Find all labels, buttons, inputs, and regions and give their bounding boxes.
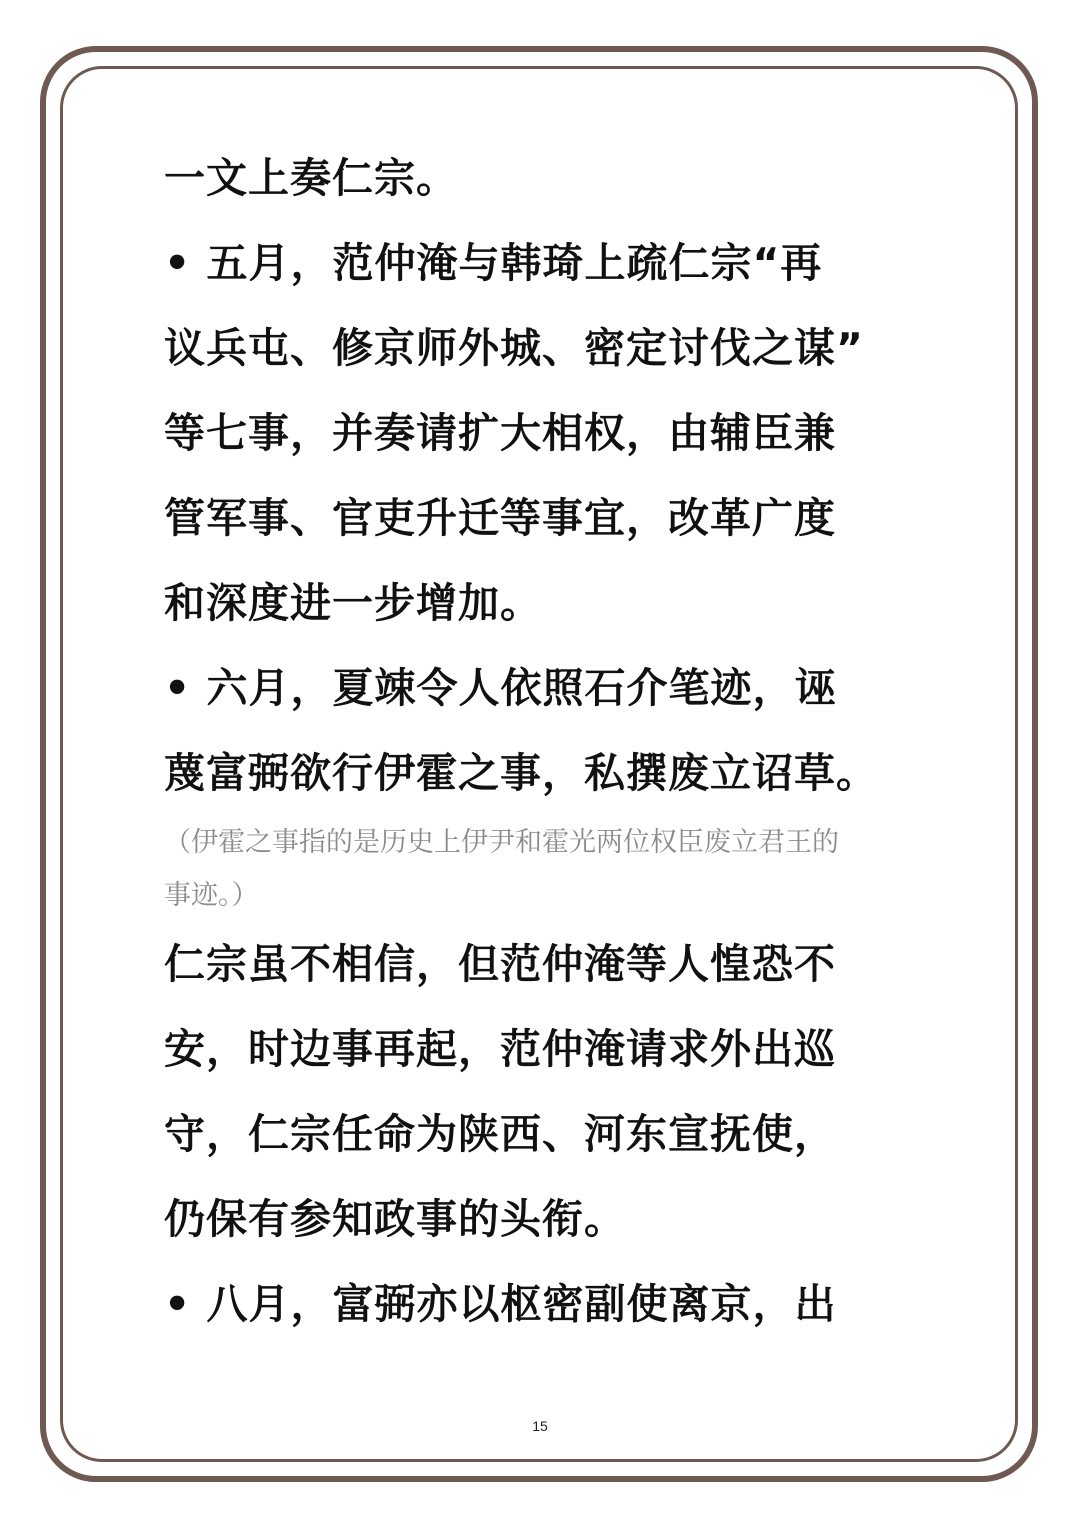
body-line: 安，时边事再起，范仲淹请求外出巡: [164, 1025, 836, 1073]
body-line: 管军事、官吏升迁等事宜，改革广度: [164, 494, 836, 542]
body-line: • 八月，富弼亦以枢密副使离京，出: [164, 1280, 837, 1328]
body-line: 仍保有参知政事的头衔。: [164, 1195, 626, 1243]
body-line: 和深度进一步增加。: [164, 579, 542, 627]
body-line: 议兵屯、修京师外城、密定讨伐之谋”: [164, 324, 864, 372]
page-number: 15: [532, 1418, 548, 1434]
body-line: 一文上奏仁宗。: [164, 154, 458, 202]
body-line: • 五月，范仲淹与韩琦上疏仁宗“再: [164, 239, 823, 287]
body-line: 仁宗虽不相信，但范仲淹等人惶恐不: [164, 940, 836, 988]
body-line: 蔑富弼欲行伊霍之事，私撰废立诏草。: [164, 749, 878, 797]
page-content: [164, 136, 924, 1347]
annotation-note-line: （伊霍之事指的是历史上伊尹和霍光两位权臣废立君王的: [164, 827, 839, 858]
body-line: 等七事，并奏请扩大相权，由辅臣兼: [164, 409, 836, 457]
body-line: • 六月，夏竦令人依照石介笔迹，诬: [164, 664, 837, 712]
annotation-note-line: 事迹。）: [164, 880, 259, 911]
body-line: 守，仁宗任命为陕西、河东宣抚使，: [164, 1110, 836, 1158]
